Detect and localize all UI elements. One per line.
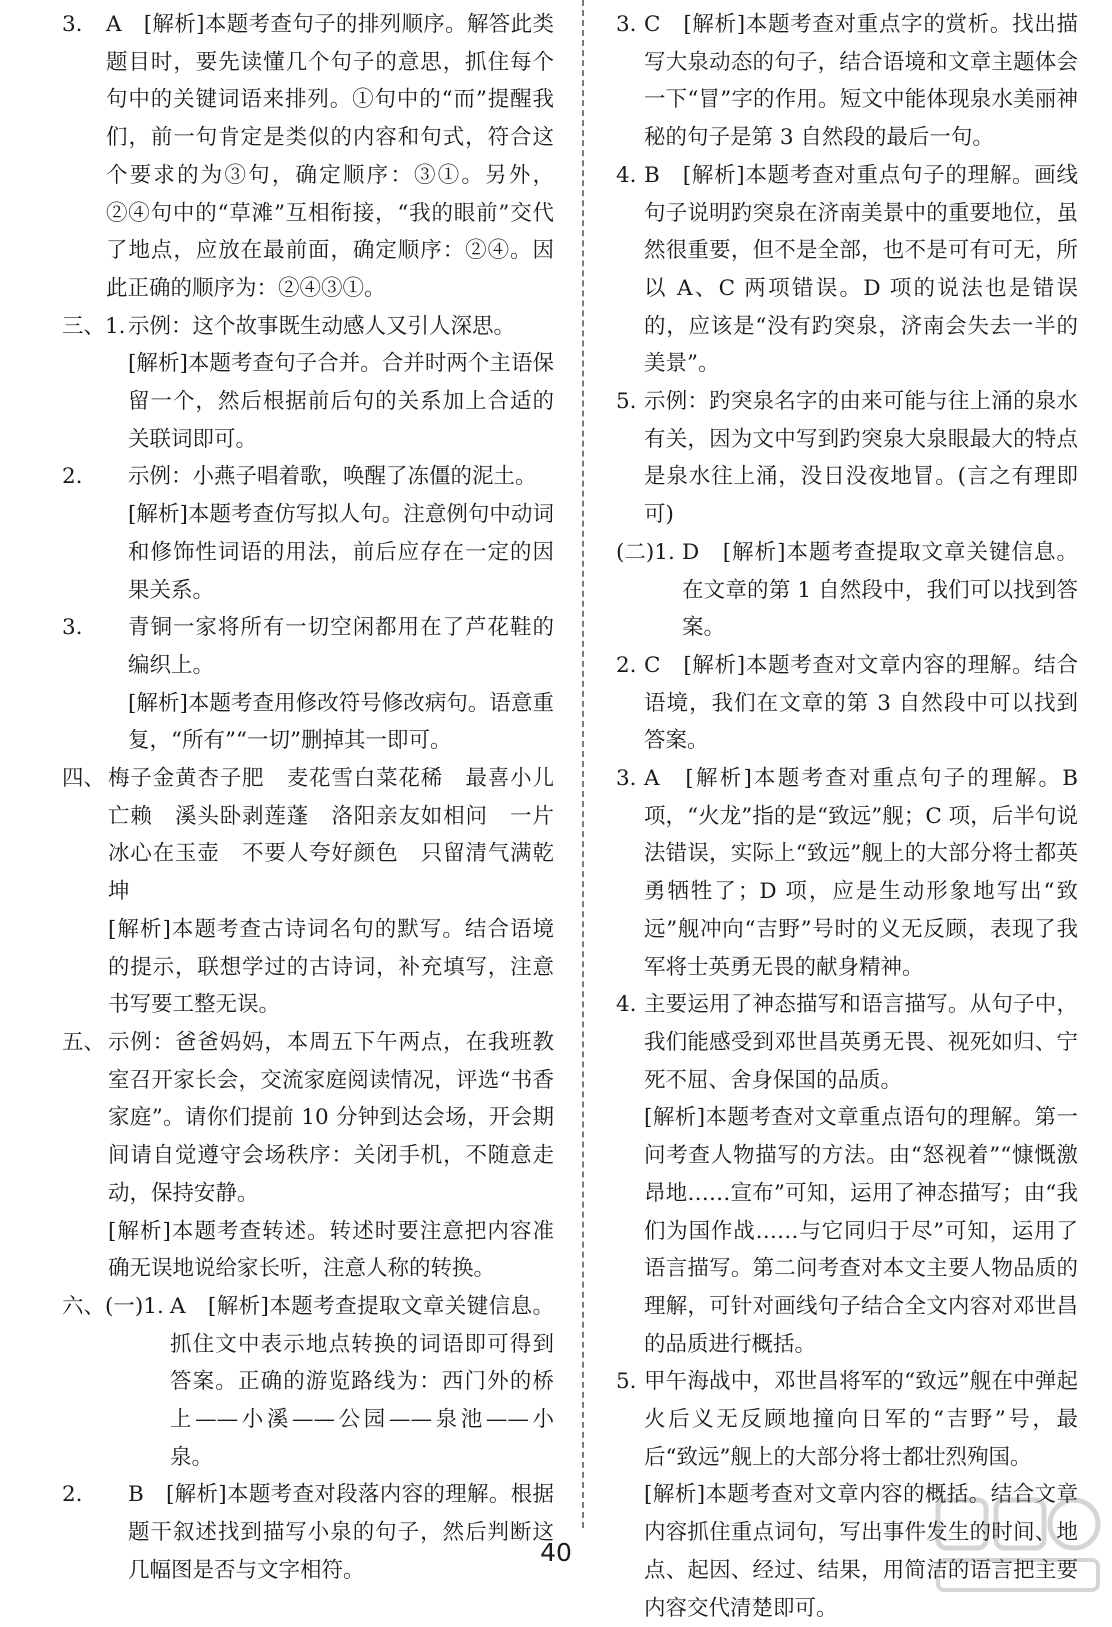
answer-text: A [解析]本题考查句子的排列顺序。解答此类题目时，要先读懂几个句子的意思，抓住每个句中的关键词语来排列。①句中的“而”提醒我们，前一句肯定是类似的内容和句式，符合这个要求的为③句，确定顺序：③①。另外，②④句中的“草滩”互相衔接，“我的眼前”交代了地点，应放在最前面，确定顺序：②④。因此正确的顺序为：②④③①。 [106,12,554,301]
answer-text: 示例：小燕子唱着歌，唤醒了冻僵的泥土。 [128,464,537,490]
analysis-text: [解析]本题考查对文章重点语句的理解。第一问考查人物描写的方法。由“怒视着”“慷慨激昂地……宣布”可知，运用了神态描写；由“我们为国作战……与它同归于尽”可知，运用了语言描写。第二问考查对本文主要人物品质的理解，可针对画线句子结合全文内容对邓世昌的品质进行概括。 [644,1105,1078,1357]
answer-item [616,534,1078,647]
answer-text: B [解析]本题考查对段落内容的理解。根据题干叙述找到描写小泉的句子，然后判断这几幅图是否与文字相符。 [128,1482,554,1583]
answer-item [62,1476,554,1589]
answer-text: 梅子金黄杏子肥 麦花雪白菜花稀 最喜小儿亡赖 溪头卧剥莲蓬 洛阳亲友如相问 一片冰心在玉壶 不要人夸好颜色 只留清气满乾坤 [108,766,554,905]
left-column [62,6,554,1590]
answer-item [616,6,1078,157]
item-number: (二)1. [616,539,675,565]
answer-item [62,6,554,308]
item-number: 2. [616,652,637,678]
analysis-text: [解析]本题考查句子合并。合并时两个主语保留一个，然后根据前后句的关系加上合适的关联词即可。 [128,351,554,452]
analysis-text: [解析]本题考查仿写拟人句。注意例句中动词和修饰性词语的用法，前后应存在一定的因果关系。 [128,502,554,603]
answer-text: 示例：趵突泉名字的由来可能与往上涌的泉水有关，因为文中写到趵突泉大泉眼最大的特点是泉水往上涌，没日没夜地冒。(言之有理即可) [644,389,1078,528]
item-number: 六、(一)1. [62,1293,164,1319]
answer-item [62,609,554,760]
answer-text: A [解析]本题考查对重点句子的理解。B 项，“火龙”指的是“致远”舰；C 项，后半句说法错误，实际上“致远”舰上的大部分将士都英勇牺牲了；D 项，应是生动形象地写出“致远”舰冲向“吉野”号时的义无反顾，表现了我军将士英勇无畏的献身精神。 [644,766,1078,980]
answer-item [616,157,1078,383]
item-number: 3. [616,766,637,792]
item-number: 5. [616,389,637,415]
item-number: 五、 [62,1029,106,1055]
analysis-text: [解析]本题考查转述。转述时要注意把内容准确无误地说给家长听，注意人称的转换。 [108,1218,554,1282]
answer-text: 示例：爸爸妈妈，本周五下午两点，在我班教室召开家长会，交流家庭阅读情况，评选“书香家庭”。请你们提前 10 分钟到达会场，开会期间请自觉遵守会场秩序：关闭手机，不随意走动，保持安静。 [108,1029,554,1206]
answer-text: D [解析]本题考查提取文章关键信息。在文章的第 1 自然段中，我们可以找到答案。 [682,539,1078,641]
answer-text: A [解析]本题考查提取文章关键信息。抓住文中表示地点转换的词语即可得到答案。正确的游览路线为：西门外的桥上——小溪——公园——泉池——小泉。 [170,1293,554,1470]
answer-item [62,308,554,459]
watermark-logo [934,1496,1104,1596]
item-number: 2. [62,464,83,490]
item-number: 2. [62,1482,83,1508]
answer-item [616,986,1078,1363]
answer-text: 青铜一家将所有一切空闲都用在了芦花鞋的编织上。 [128,615,554,678]
item-number: 3. [616,12,637,37]
column-divider [582,0,584,1528]
answer-text: 甲午海战中，邓世昌将军的“致远”舰在中弹起火后义无反顾地撞向日军的“吉野”号，最后“致远”舰上的大部分将士都壮烈殉国。 [644,1369,1078,1470]
answer-text: C [解析]本题考查对文章内容的理解。结合语境，我们在文章的第 3 自然段中可以找到答案。 [644,652,1078,754]
item-number: 三、1. [62,313,126,339]
answer-item [62,1024,554,1288]
answer-text: 主要运用了神态描写和语言描写。从句子中，我们能感受到邓世昌英勇无畏、视死如归、宁死不屈、舍身保国的品质。 [644,992,1078,1093]
analysis-text: [解析]本题考查用修改符号修改病句。语意重复，“所有”“一切”删掉其一即可。 [128,690,554,754]
item-number: 4. [616,992,637,1018]
answer-text: B [解析]本题考查对重点句子的理解。画线句子说明趵突泉在济南美景中的重要地位，虽然很重要，但不是全部，也不是可有可无，所以 A、C 两项错误。D 项的说法也是错误的，应该是“没有趵突泉，济南会失去一半的美景”。 [644,162,1078,377]
item-number: 5. [616,1369,637,1395]
answer-text: 示例：这个故事既生动感人又引人深思。 [128,313,516,339]
page-number: 40 [540,1538,572,1567]
answer-text: C [解析]本题考查对重点字的赏析。找出描写大泉动态的句子，结合语境和文章主题体会一下“冒”字的作用。短文中能体现泉水美丽神秘的句子是第 3 自然段的最后一句。 [644,12,1078,151]
answer-item [616,760,1078,986]
right-column [616,6,1078,1627]
answer-item [616,647,1078,760]
item-number: 四、 [62,766,106,792]
answer-item [62,760,554,1024]
analysis-text: [解析]本题考查对文章内容的概括。结合文章内容抓住重点词句，写出事件发生的时间、地点、起因、经过、结果，用简洁的语言把主要内容交代清楚即可。 [644,1482,1078,1621]
item-number: 3. [62,615,83,641]
answer-item [62,458,554,609]
analysis-text: [解析]本题考查古诗词名句的默写。结合语境的提示，联想学过的古诗词，补充填写，注意书写要工整无误。 [108,916,554,1018]
answer-item [62,1288,554,1477]
item-number: 4. [616,162,637,188]
item-number: 3. [62,12,83,37]
answer-item [616,383,1078,534]
